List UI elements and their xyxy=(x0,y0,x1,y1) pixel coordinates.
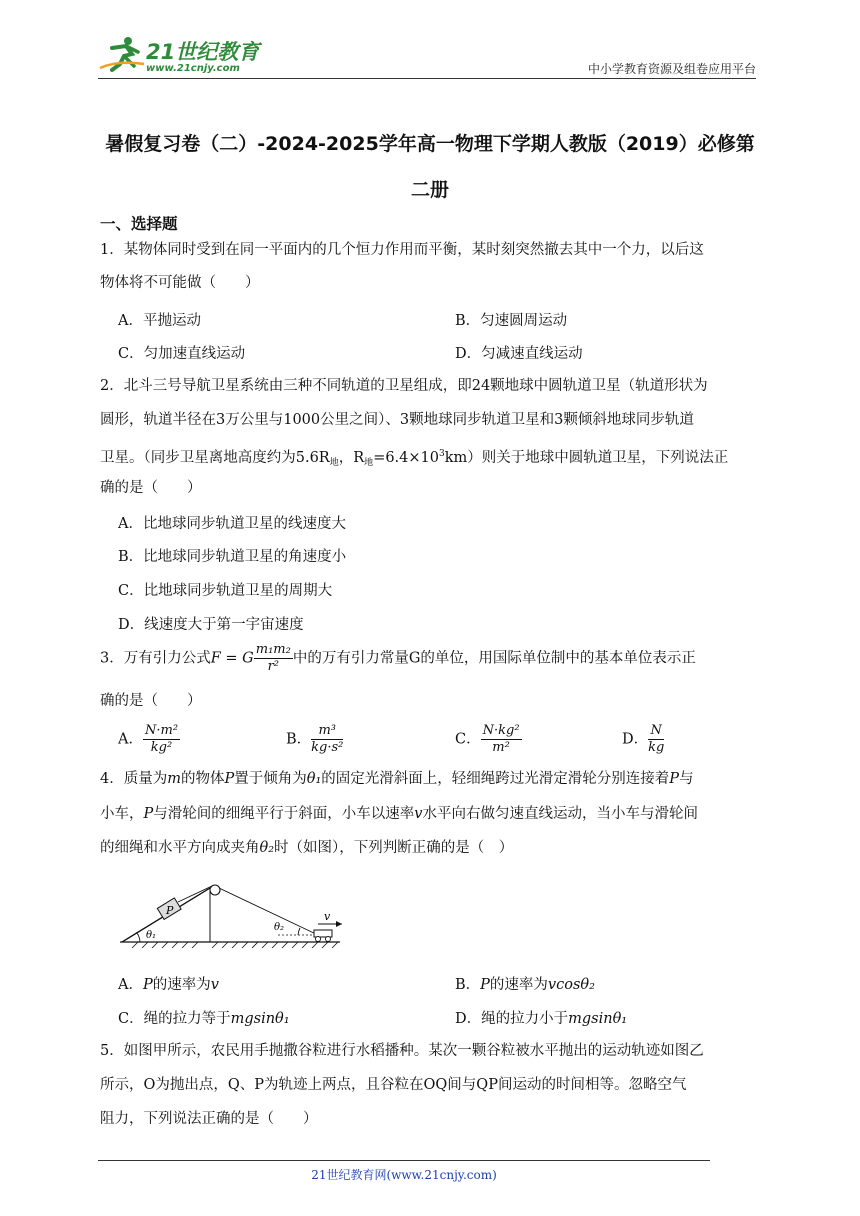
figure-label-theta2: θ₂ xyxy=(274,922,285,933)
logo-url: www.21cnjy.com xyxy=(146,63,240,74)
figure-label-theta1: θ₁ xyxy=(146,930,157,941)
q2-option-a: A．比地球同步轨道卫星的线速度大 xyxy=(118,516,346,532)
q3-option-c: C． $\frac{\text{N·kg²}}{\text{m²}}$ xyxy=(455,723,520,755)
q2-stem-line2: 圆形，轨道半径在3万公里与1000公里之间）、3颗地球同步轨道卫星和3颗倾斜地球同步轨道 xyxy=(100,412,694,428)
q2-stem-line3: 卫星。（同步卫星离地高度约为$5.6R_地$，$R_地=6.4\times 10^3km$）则关于地球中圆轨道卫星，下列说法正 xyxy=(100,449,729,468)
q2-stem-line1: 2．北斗三号导航卫星系统由三种不同轨道的卫星组成，即24颗地球中圆轨道卫星（轨道形状为 xyxy=(100,378,708,394)
q1-stem-line2: 物体将不可能做（ ） xyxy=(100,275,260,291)
runner-logo-icon xyxy=(98,34,148,74)
q5-stem-line1: 5．如图甲所示，农民用手抛撒谷粒进行水稻播种。某次一颗谷粒被水平抛出的运动轨迹如图乙 xyxy=(100,1043,704,1059)
q2-option-d: D．线速度大于第一宇宙速度 xyxy=(118,617,304,633)
logo-text: 21世纪教育 xyxy=(146,40,260,64)
page-title-line2: 二册 xyxy=(410,179,449,201)
figure-label-p: P xyxy=(166,904,174,917)
q4-option-c: C．绳的拉力等于mgsinθ₁ xyxy=(118,1011,290,1027)
q4-option-a: A．P的速率为v xyxy=(118,977,219,993)
q2-stem-line4: 确的是（ ） xyxy=(100,480,202,496)
q3-stem-line2: 确的是（ ） xyxy=(100,693,202,709)
incline-pulley-figure xyxy=(118,878,348,950)
page-header xyxy=(98,30,756,78)
q1-option-b: B．匀速圆周运动 xyxy=(455,313,568,329)
header-divider xyxy=(98,78,756,79)
footer-link[interactable]: 21世纪教育网(www.21cnjy.com) xyxy=(311,1168,497,1182)
q4-stem-line2: 小车，P与滑轮间的细绳平行于斜面，小车以速率v水平向右做匀速直线运动，当小车与滑轮间 xyxy=(100,806,698,822)
figure-label-v: v xyxy=(324,910,331,923)
q3-option-a: A． $\frac{\text{N·m²}}{\text{kg²}}$ xyxy=(118,723,179,755)
q5-stem-line3: 阻力，下列说法正确的是（ ） xyxy=(100,1111,318,1127)
q2-option-b: B．比地球同步轨道卫星的角速度小 xyxy=(118,549,347,565)
q1-option-c: C．匀加速直线运动 xyxy=(118,346,246,362)
q5-stem-line2: 所示，O为抛出点，Q、P为轨迹上两点，且谷粒在OQ间与QP间运动的时间相等。忽略空气 xyxy=(100,1077,687,1093)
q4-option-b: B．P的速率为vcosθ₂ xyxy=(455,977,595,993)
q1-option-a: A．平抛运动 xyxy=(118,313,201,329)
q1-option-d: D．匀减速直线运动 xyxy=(455,346,583,362)
header-platform-text: 中小学教育资源及组卷应用平台 xyxy=(587,62,756,76)
section-heading: 一、选择题 xyxy=(100,215,178,233)
q2-option-c: C．比地球同步轨道卫星的周期大 xyxy=(118,583,333,599)
q4-stem-line1: 4．质量为m的物体P置于倾角为θ₁的固定光滑斜面上，轻细绳跨过光滑定滑轮分别连接着P与 xyxy=(100,771,694,787)
q4-stem-line3: 的细绳和水平方向成夹角θ₂时（如图），下列判断正确的是（ ） xyxy=(100,840,514,856)
footer-divider xyxy=(98,1160,710,1161)
q3-stem-line1: 3．万有引力公式F = G $\frac{\text{m₁m₂}}{\text{r²}}$ 中的万有引力常量G的单位，用国际单位制中的基本单位表示正 xyxy=(100,642,696,674)
q3-option-b: B． $\frac{\text{m³}}{\text{kg·s²}}$ xyxy=(286,723,344,755)
gravity-formula: F = G xyxy=(210,650,254,667)
q4-option-d: D．绳的拉力小于mgsinθ₁ xyxy=(455,1011,628,1027)
page-title-line1: 暑假复习卷（二）-2024-2025学年高一物理下学期人教版（2019）必修第 xyxy=(105,133,755,155)
q3-option-d: D． $\frac{N}{kg}$ xyxy=(622,723,665,755)
q1-stem-line1: 1．某物体同时受到在同一平面内的几个恒力作用而平衡，某时刻突然撤去其中一个力，以后这 xyxy=(100,242,704,258)
logo xyxy=(98,30,268,78)
